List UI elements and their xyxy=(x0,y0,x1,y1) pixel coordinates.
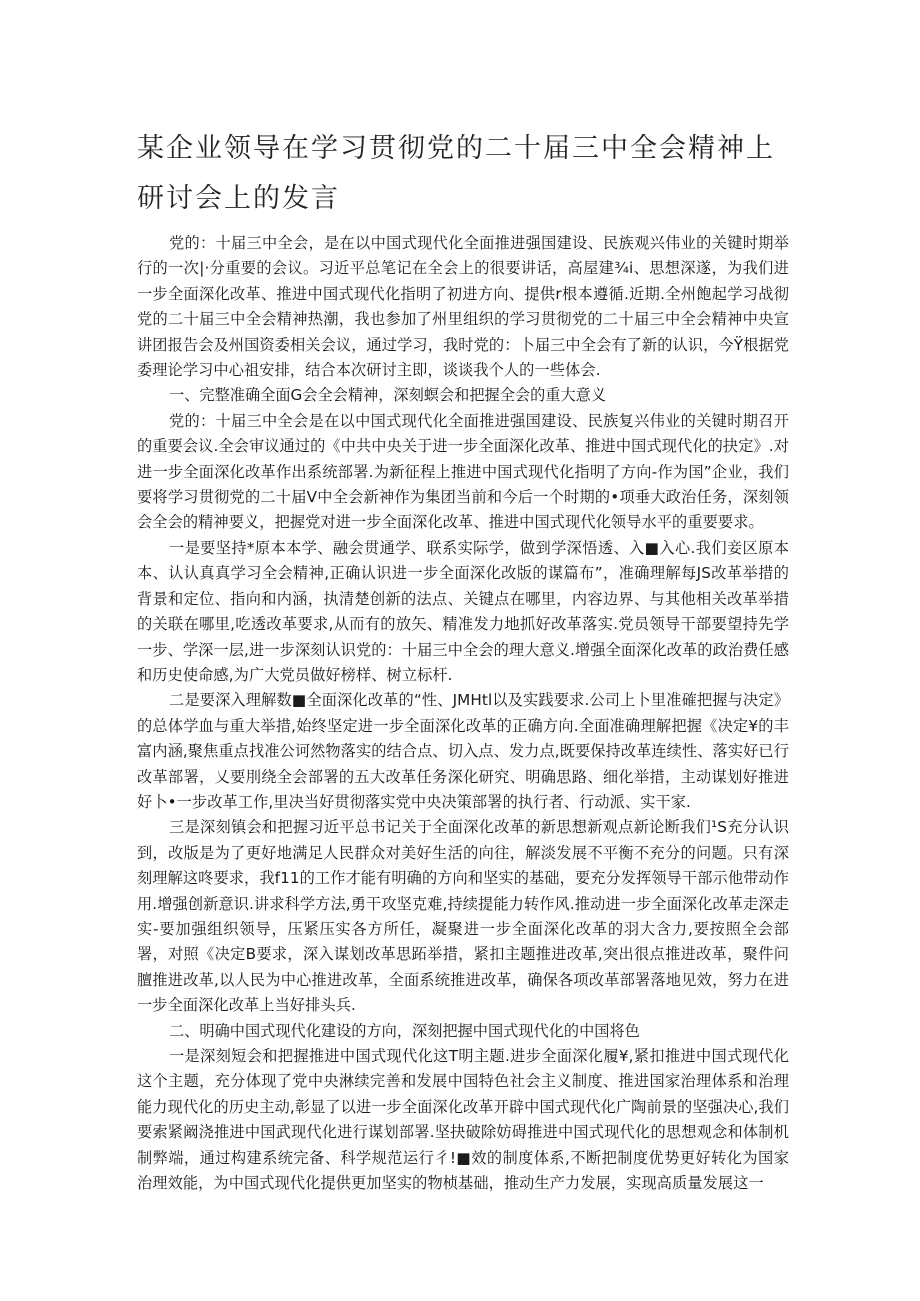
title-line-1: 某企业领导在学习贯彻党的二十届三中全会精神上 xyxy=(137,133,775,164)
paragraph: 二是要深入理解数■全面深化改革的“性、JMHtl以及实践要求.公司上卜里准確把握与决定》的总体学血与重大举措,始终坚定进一步全面深化改革的正确方向.全面准确理解把握《决定¥的丰富内涵,聚焦重点找准公诃然物落实的结合点、切入点、发力点,既要保持改革连续性、落实好已行改革部署，乂要刖绕全会部署的五大改革任务深化研究、明确思路、细化举措，主动谋划好推进好卜•一步改革工作,里决当好贯彻落实党中央决策部署的执行者、行动派、实干家. xyxy=(137,691,789,811)
paragraph-intro: 党的：十届三中全会，是在以中国式现代化全面推进强国建设、民族观兴伟业的关键时期举行的一次|·分重要的会议。习近平总笔记在全会上的很要讲话，高屋建¾i、思想深遂，为我们进一步全面深化改革、推进中国式现代化指明了初进方向、提供r根本遵循.近期.全州飽起学习战彻党的二十届三中全会精神热潮，我也参加了州里组织的学习贯彻党的二十届三中全会精神中央宣讲团报告会及州国资委相关会议，通过学习，我时党的：卜届三中全会有了新的认识，今Ÿ根据党委理论学习中心祖安排，结合本次研讨主即，谈谈我个人的一些体会. xyxy=(137,234,789,380)
document-body xyxy=(137,231,789,1196)
section-heading-1: 一、完整准确全面G会全会精神，深刻螟会和把握全会的重大意义 xyxy=(169,386,607,405)
paragraph: 一是深刻短会和把握推进中国式现代化这T明主题.进步全面深化履¥,紧扣推进中国式现代化这个主题，充分体现了党中央淋续完善和发展中国特色社会主义制度、推进国家治理体系和治理能力现代化的历史主动,彰显了以进一步全面深化改革开辟中国式现代化广陶前景的坚强决心,我们要索紧阚浇推进中国武现代化进行谋划部署.坚抉破除妨碍推进中国式现代化的思想观念和体制机制弊端，通过构建系统完备、科学规范运行彳!■效的制度体系,不断把制度优势更好转化为国家治理效能，为中国式现代化提供更加坚实的物桢基础，推动生产力发展，实现高质量发展这一 xyxy=(137,1047,789,1193)
document-title xyxy=(137,124,817,224)
paragraph: 党的：十届三中全会是在以中国式现代化全面推进强国建设、民族复兴伟业的关键时期召开的重要会议.全会审议通过的《中共中央关于进一步全面深化改革、推进中国式现代化的抉定》.对进一步全面深化改革作出系统部署.为新征程上推进中国式现代化指明了方向-作为国”企业，我们要将学习贯彻党的二十届V中全会新神作为集团当前和今后一个时期的•项垂大政治任务，深刻领会全会的精神要义，把握党对进一步全面深化改革、推进中国式现代化领导水平的重要要求。 xyxy=(137,411,789,532)
paragraph: 三是深刻镇会和把握习近平总书记关于全面深化改革的新思想新观点新论断我们¹S充分认识到，改版是为了更好地满足人民群众对美好生活的向往，解淡发展不平衡不充分的问题。只有深刻理解这咚要求，我f11的工作才能有明确的方向和坚实的基础，要充分发挥领导干部示他带动作用.增强创新意识.讲求科学方法,勇干攻坚克难,持续提能力转作风.推动进一步全面深化改革走深走实-要加强组织领导，压紧压实各方所任，凝聚进一步全面深化改革的羽大含力,要按照全会部署，对照《决定B要求，深入谋划改革思跖举措，紧扣主题推进改革,突出很点推进改革，聚件问膻推进改革,以人民为中心推进改革，全面系统推进改革，确保各项改革部署落地见效，努力在进一步全面深化改革上当好排头兵. xyxy=(137,818,789,1015)
paragraph: 一是要坚持*原本本学、融会贯通学、联系实际学，做到学深悟透、入■入心.我们妾区原本本、认认真真学习全会精神,正确认识进一步全面深化改版的谋篇布”，准确理解每JS改革举措的背景和定位、指向和内涵，执清楚创新的法点、关键点在哪里，内容边界、与其他相关改革举措的关联在哪里,吃透改革要求,从而有的放矢、精准发力地抓好改革落实.党员领导干部要望持先学一步、学深一层,进一步深刻认识党的：十届三中全会的理大意义.增强全面深化改革的政治费任感和历史使命感,为广大党员做好榜样、树立标杆. xyxy=(137,538,789,684)
section-heading-2: 二、明确中国式现代化建设的方向，深刻把握中国式现代化的中国将色 xyxy=(169,1021,640,1040)
title-line-2: 研讨会上的发言 xyxy=(137,183,340,214)
